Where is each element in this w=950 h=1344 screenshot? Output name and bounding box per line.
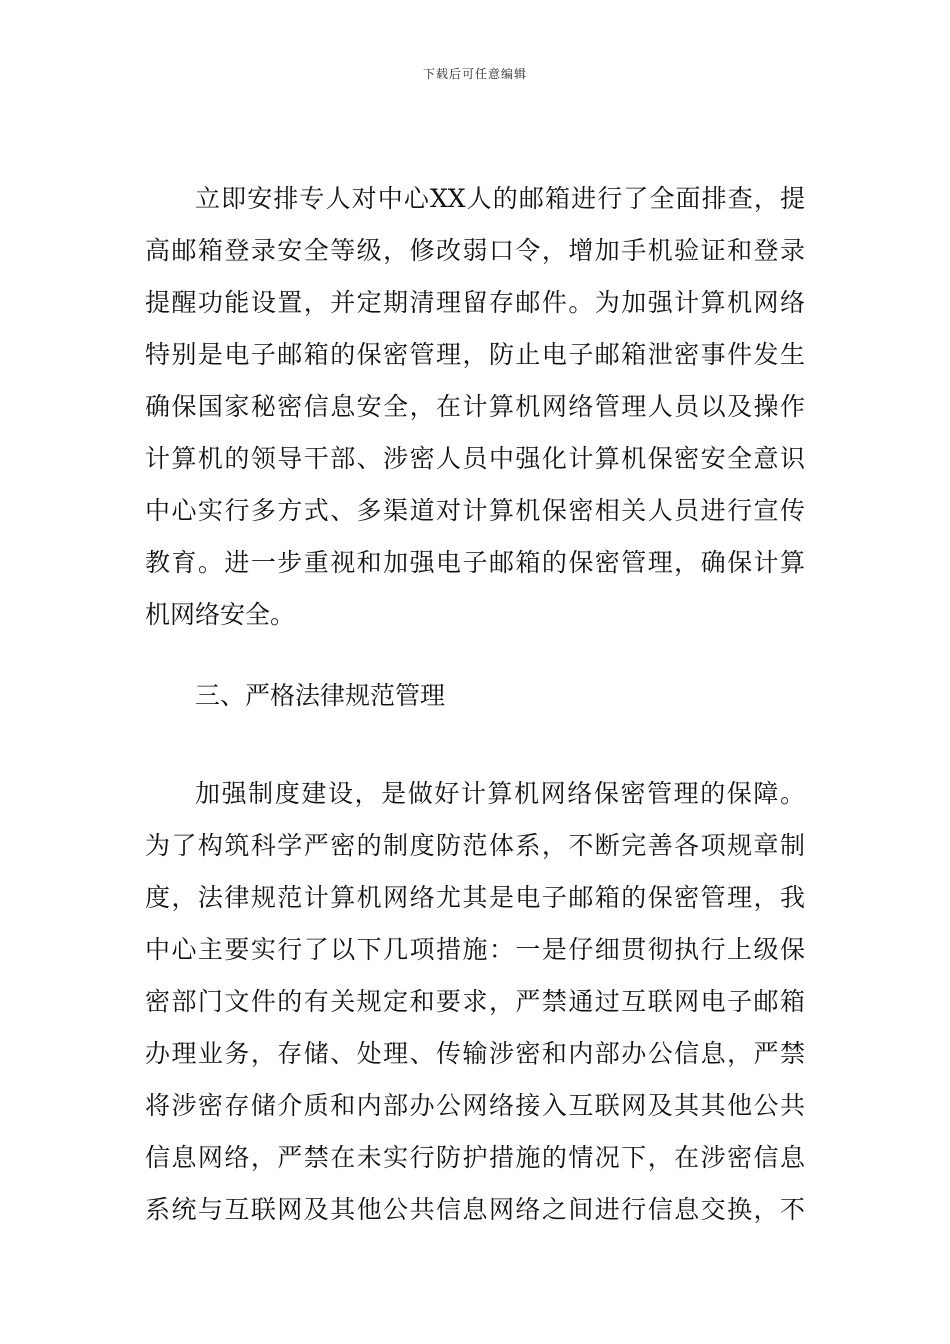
text-line: 中心实行多方式、多渠道对计算机保密相关人员进行宣传 xyxy=(145,496,805,525)
text-line: 办理业务，存储、处理、传输涉密和内部办公信息，严禁 xyxy=(145,1039,805,1068)
text-line: 确保国家秘密信息安全，在计算机网络管理人员以及操作 xyxy=(145,392,805,421)
heading-text: 三、严格法律规范管理 xyxy=(195,681,446,710)
text-line: 机网络安全。 xyxy=(145,600,296,629)
text-line: 教育。进一步重视和加强电子邮箱的保密管理，确保计算 xyxy=(145,548,805,577)
text-line: 将涉密存储介质和内部办公网络接入互联网及其其他公共 xyxy=(145,1091,805,1120)
text-line: 特别是电子邮箱的保密管理，防止电子邮箱泄密事件发生 xyxy=(145,340,805,369)
text-line: 计算机的领导干部、涉密人员中强化计算机保密安全意识 xyxy=(145,444,805,473)
text-line: 信息网络，严禁在未实行防护措施的情况下，在涉密信息 xyxy=(145,1143,805,1172)
text-line: 度，法律规范计算机网络尤其是电子邮箱的保密管理，我 xyxy=(145,883,805,912)
paragraph-regulation xyxy=(145,768,805,1236)
paragraph-email-security xyxy=(145,173,805,641)
text-line: 高邮箱登录安全等级，修改弱口令，增加手机验证和登录 xyxy=(145,236,805,265)
page-header: 下载后可任意编辑 xyxy=(422,67,527,81)
text-line: 为了构筑科学严密的制度防范体系，不断完善各项规章制 xyxy=(145,831,805,860)
text-line: 提醒功能设置，并定期清理留存邮件。为加强计算机网络 xyxy=(145,288,805,317)
text-line: 中心主要实行了以下几项措施：一是仔细贯彻执行上级保 xyxy=(145,935,805,964)
text-line: 密部门文件的有关规定和要求，严禁通过互联网电子邮箱 xyxy=(145,987,805,1016)
text-line: 加强制度建设，是做好计算机网络保密管理的保障。 xyxy=(195,779,805,808)
text-line: 系统与互联网及其他公共信息网络之间进行信息交换，不 xyxy=(145,1195,805,1224)
section-heading xyxy=(195,670,755,722)
text-line: 立即安排专人对中心XX人的邮箱进行了全面排查，提 xyxy=(195,184,805,213)
